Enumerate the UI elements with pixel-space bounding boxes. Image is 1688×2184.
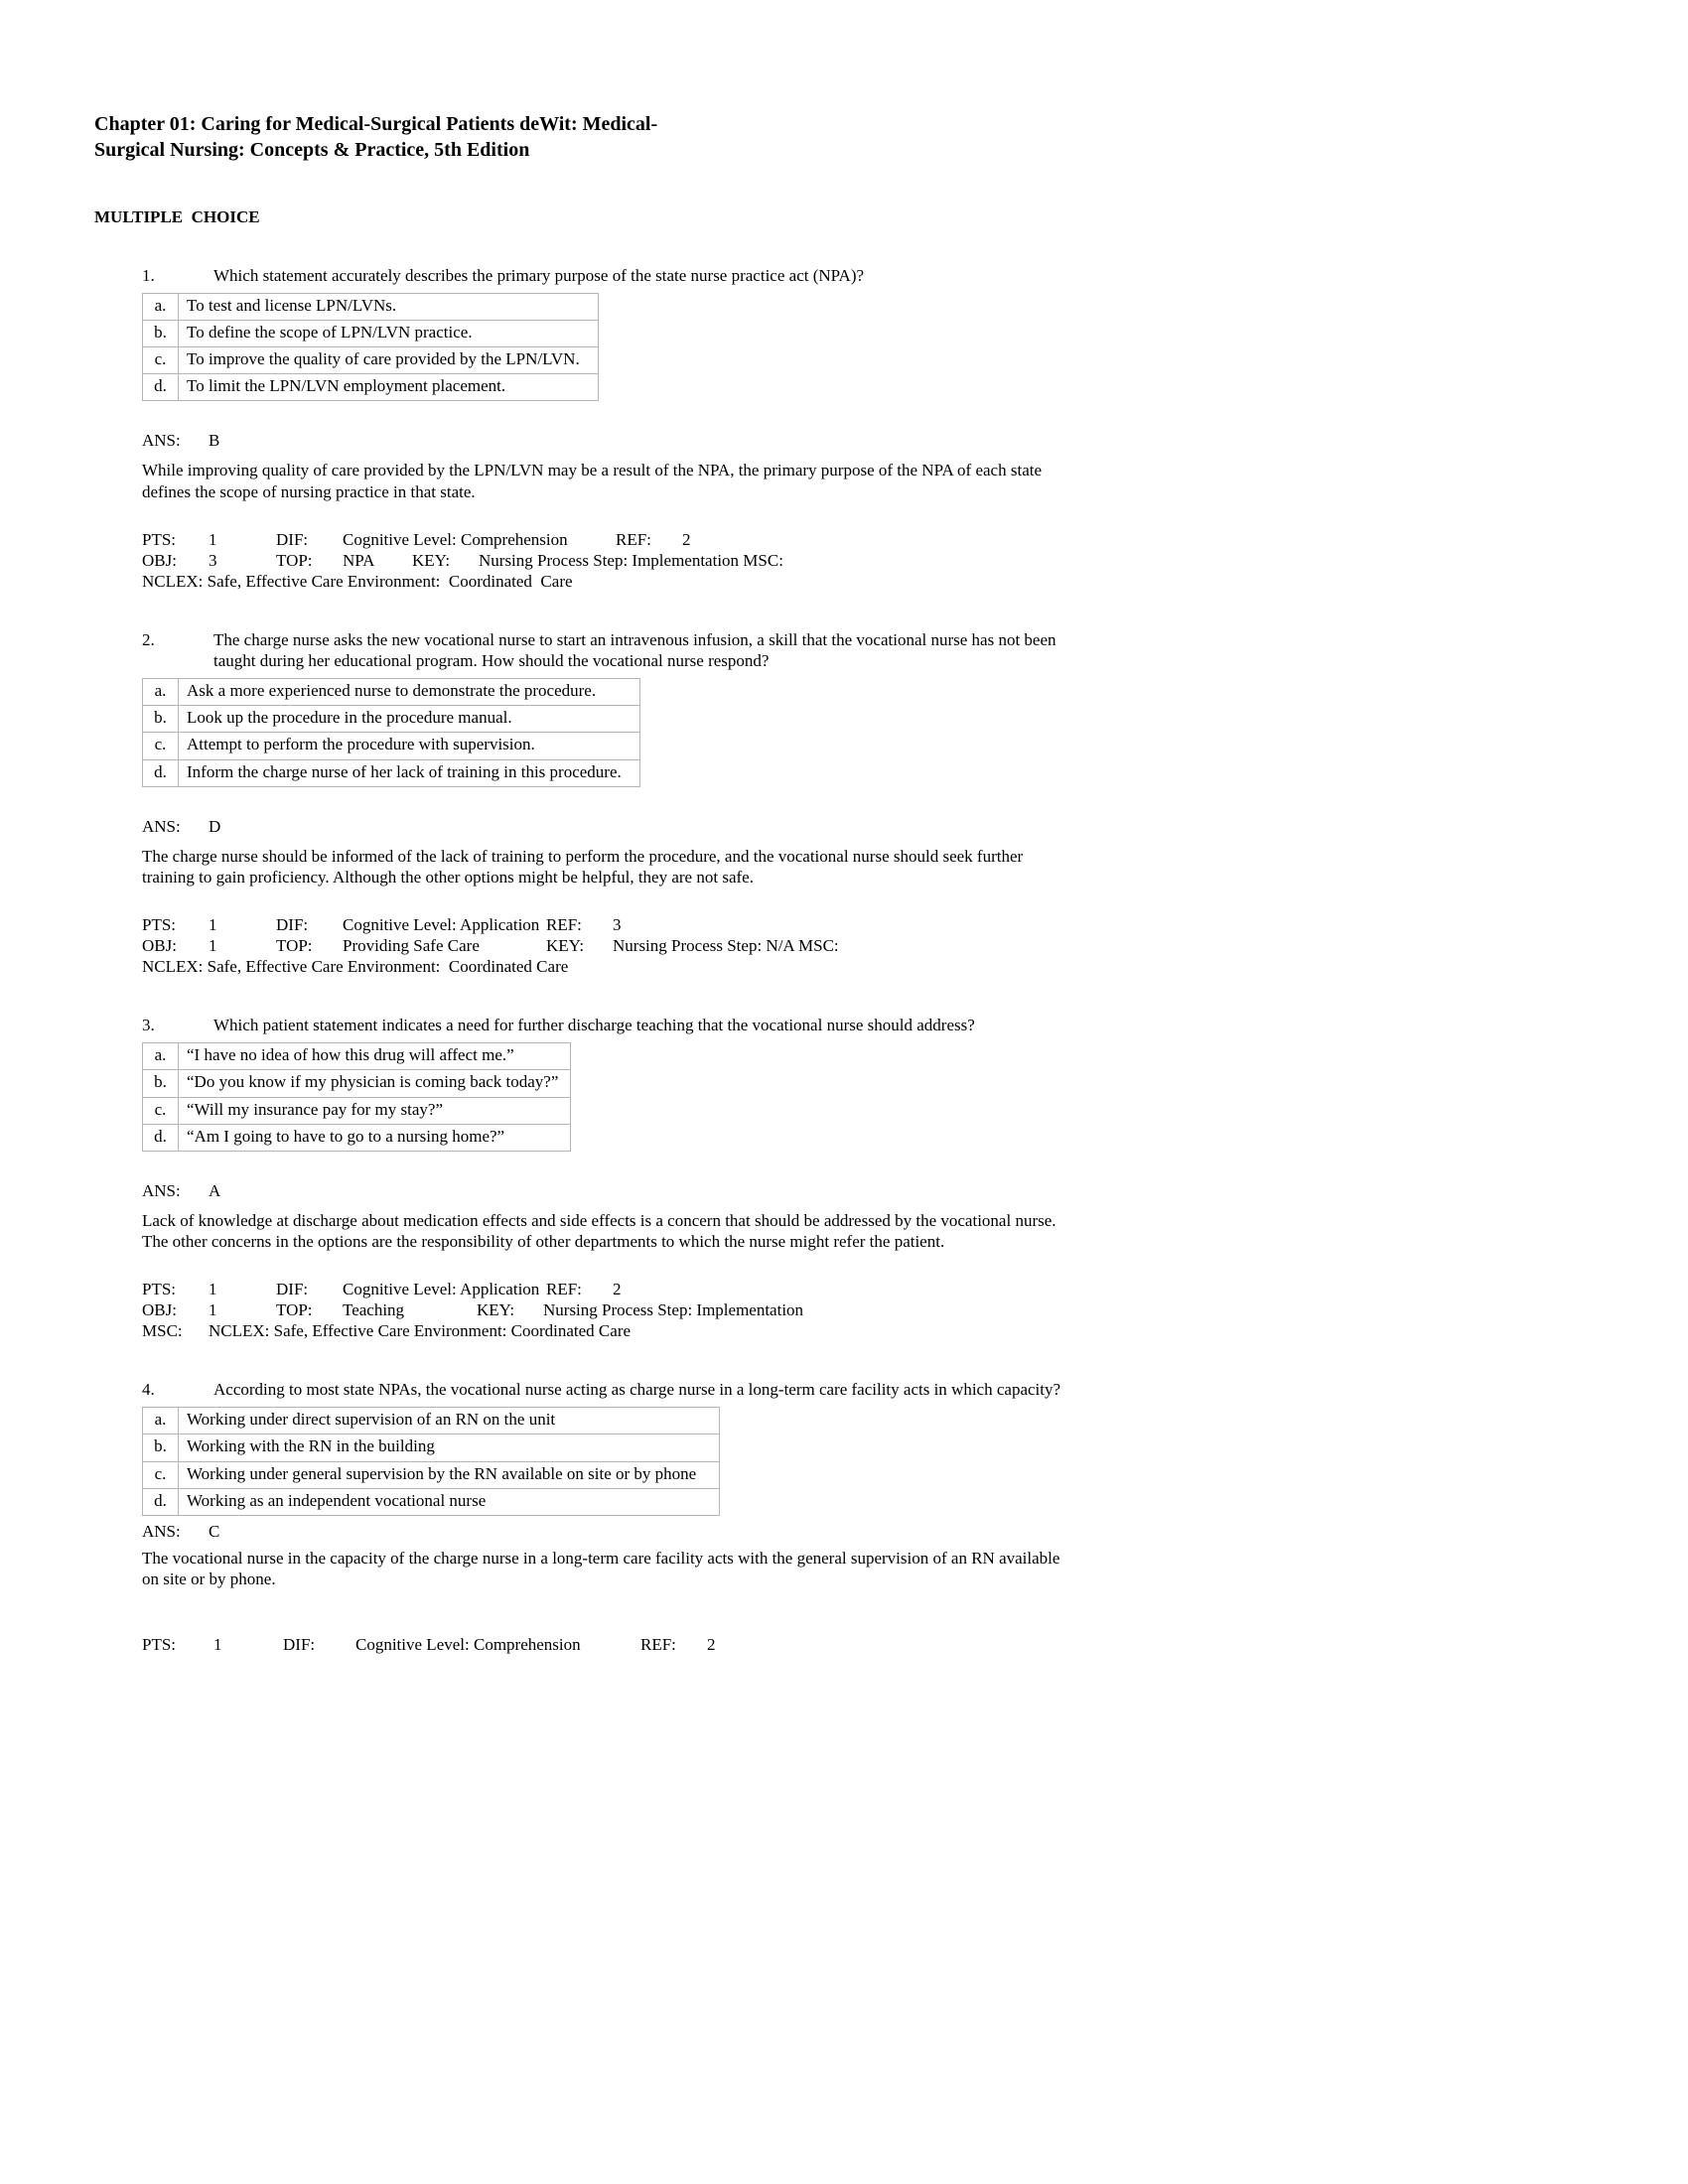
option-row [143, 294, 599, 321]
meta-segment: DIF: [276, 1279, 309, 1298]
option-row [143, 374, 599, 401]
title-line-1: Chapter 01: Caring for Medical-Surgical Patients deWit: Medical- [94, 113, 658, 135]
option-letter-cell: b. [143, 706, 179, 733]
option-text-cell: “I have no idea of how this drug will affect me.” [179, 1043, 571, 1070]
meta-segment: 1 [209, 529, 217, 549]
meta-segment: Cognitive Level: Application [343, 914, 540, 934]
question-stem-row [142, 1015, 1067, 1035]
meta-segment: Providing Safe Care [343, 935, 480, 955]
meta-row [142, 550, 1067, 571]
option-text-cell: To limit the LPN/LVN employment placement. [179, 374, 599, 401]
option-row [143, 321, 599, 347]
rationale-text: The charge nurse should be informed of the lack of training to perform the procedure, and the vocational nurse should seek further training to gain proficiency. Although the other options might be helpful, they are not safe. [142, 846, 1024, 887]
options-table [142, 1042, 571, 1151]
meta-segment: NCLEX: Safe, Effective Care Environment: Coordinated Care [209, 1321, 632, 1340]
question-number: 2. [142, 629, 155, 649]
meta-row [142, 935, 1067, 956]
answer-row [142, 817, 1067, 837]
answer-value: D [209, 816, 221, 836]
meta-row [142, 914, 1067, 935]
option-row [143, 1124, 571, 1151]
question-meta [142, 1279, 1067, 1341]
question-stem-row [142, 265, 1067, 286]
title-line-2: Surgical Nursing: Concepts & Practice, 5th Edition [94, 139, 530, 162]
option-row [143, 347, 599, 374]
option-letter-cell: c. [143, 733, 179, 759]
meta-row [142, 1299, 1067, 1320]
meta-segment: 1 [209, 914, 217, 934]
option-row [143, 759, 640, 786]
option-letter-cell: d. [143, 759, 179, 786]
meta-segment: 1 [213, 1634, 222, 1654]
question-block-1 [142, 265, 1067, 592]
answer-value: A [209, 1180, 221, 1200]
answer-row [142, 431, 1067, 451]
answer-value: C [209, 1521, 220, 1541]
question-number: 3. [142, 1016, 155, 1035]
option-row [143, 733, 640, 759]
answer-label: ANS: [142, 1180, 181, 1200]
question-number: 4. [142, 1380, 155, 1400]
meta-segment: 2 [707, 1634, 716, 1654]
meta-segment: PTS: [142, 1279, 177, 1298]
meta-segment: DIF: [276, 529, 309, 549]
meta-row [142, 1634, 1067, 1655]
options-table [142, 678, 640, 786]
meta-segment: REF: [640, 1634, 676, 1654]
section-heading: MULTIPLE CHOICE [94, 206, 260, 226]
answer-label: ANS: [142, 431, 181, 451]
answer-row [142, 1522, 1067, 1542]
meta-row [142, 1320, 1067, 1341]
question-stem-row [142, 1379, 1067, 1400]
meta-segment: Cognitive Level: Comprehension [343, 529, 568, 549]
rationale-text: The vocational nurse in the capacity of the charge nurse in a long-term care facility acts with the general supervision of an RN available on site or by phone. [142, 1548, 1060, 1589]
meta-segment: 1 [209, 1299, 217, 1319]
meta-segment: REF: [546, 1279, 582, 1298]
option-text-cell: Working under direct supervision of an RN on the unit [179, 1408, 720, 1434]
meta-segment: OBJ: [142, 935, 177, 955]
meta-segment: 3 [613, 914, 622, 934]
option-text-cell: Working with the RN in the building [179, 1434, 720, 1461]
meta-segment: 1 [209, 935, 217, 955]
question-meta [142, 1634, 1067, 1655]
meta-segment: NCLEX: Safe, Effective Care Environment: Coordinated Care [142, 571, 573, 591]
option-letter-cell: c. [143, 1097, 179, 1124]
meta-segment: NCLEX: Safe, Effective Care Environment: Coordinated Care [142, 956, 569, 976]
answer-value: B [209, 431, 220, 451]
option-row [143, 679, 640, 706]
option-row [143, 1408, 720, 1434]
option-text-cell: Inform the charge nurse of her lack of training in this procedure. [179, 759, 640, 786]
meta-segment: 2 [682, 529, 691, 549]
meta-segment: OBJ: [142, 550, 177, 570]
option-letter-cell: d. [143, 374, 179, 401]
option-letter-cell: a. [143, 1043, 179, 1070]
option-letter-cell: a. [143, 1408, 179, 1434]
option-row [143, 1097, 571, 1124]
meta-segment: Teaching [343, 1299, 405, 1319]
meta-row [142, 1279, 1067, 1299]
options-table [142, 293, 599, 401]
options-table [142, 1407, 720, 1515]
meta-segment: Cognitive Level: Application [343, 1279, 540, 1298]
option-text-cell: “Do you know if my physician is coming back today?” [179, 1070, 571, 1097]
meta-segment: 3 [209, 550, 217, 570]
meta-segment: PTS: [142, 529, 177, 549]
meta-segment: KEY: [546, 935, 585, 955]
question-number: 1. [142, 265, 155, 285]
meta-row [142, 956, 1067, 977]
meta-segment: REF: [616, 529, 651, 549]
question-stem-row [142, 629, 1067, 672]
meta-segment: TOP: [276, 935, 313, 955]
option-text-cell: To define the scope of LPN/LVN practice. [179, 321, 599, 347]
meta-segment: 1 [209, 1279, 217, 1298]
option-text-cell: Ask a more experienced nurse to demonstrate the procedure. [179, 679, 640, 706]
question-block-3 [142, 1015, 1067, 1341]
option-text-cell: “Will my insurance pay for my stay?” [179, 1097, 571, 1124]
question-stem: The charge nurse asks the new vocational nurse to start an intravenous infusion, a skill that the vocational nurse has not been taught during her educational program. How should the vocational nurse respond? [213, 629, 1056, 671]
option-letter-cell: c. [143, 1461, 179, 1488]
question-block-2 [142, 629, 1067, 977]
option-letter-cell: b. [143, 321, 179, 347]
option-letter-cell: d. [143, 1488, 179, 1515]
option-row [143, 1043, 571, 1070]
question-stem: Which statement accurately describes the primary purpose of the state nurse practice act (NPA)? [213, 265, 865, 285]
meta-segment: DIF: [283, 1634, 316, 1654]
option-row [143, 1461, 720, 1488]
option-letter-cell: a. [143, 294, 179, 321]
meta-segment: Nursing Process Step: Implementation MSC: [479, 550, 783, 570]
meta-segment: MSC: [142, 1321, 183, 1340]
answer-label: ANS: [142, 1521, 181, 1541]
document-title [94, 111, 1594, 164]
option-text-cell: Working under general supervision by the RN available on site or by phone [179, 1461, 720, 1488]
option-text-cell: To test and license LPN/LVNs. [179, 294, 599, 321]
rationale-text: Lack of knowledge at discharge about medication effects and side effects is a concern that should be addressed by the vocational nurse. The other concerns in the options are the responsibility of other departments to which the nurse might refer the patient. [142, 1210, 1056, 1252]
option-row [143, 1434, 720, 1461]
meta-segment: TOP: [276, 1299, 313, 1319]
meta-segment: Nursing Process Step: N/A MSC: [613, 935, 839, 955]
meta-segment: KEY: [412, 550, 451, 570]
meta-segment: KEY: [477, 1299, 515, 1319]
meta-segment: 2 [613, 1279, 622, 1298]
question-meta [142, 529, 1067, 592]
option-letter-cell: a. [143, 679, 179, 706]
option-text-cell: To improve the quality of care provided by the LPN/LVN. [179, 347, 599, 374]
answer-label: ANS: [142, 816, 181, 836]
meta-segment: PTS: [142, 914, 177, 934]
meta-segment: TOP: [276, 550, 313, 570]
meta-segment: DIF: [276, 914, 309, 934]
option-row [143, 706, 640, 733]
option-text-cell: Working as an independent vocational nurse [179, 1488, 720, 1515]
answer-row [142, 1181, 1067, 1201]
option-row [143, 1488, 720, 1515]
option-letter-cell: d. [143, 1124, 179, 1151]
question-block-4 [142, 1379, 1067, 1655]
meta-segment: PTS: [142, 1634, 177, 1654]
meta-segment: NPA [343, 550, 375, 570]
option-text-cell: “Am I going to have to go to a nursing home?” [179, 1124, 571, 1151]
meta-segment: REF: [546, 914, 582, 934]
question-stem: According to most state NPAs, the vocational nurse acting as charge nurse in a long-term care facility acts in which capacity? [213, 1380, 1061, 1400]
option-letter-cell: b. [143, 1070, 179, 1097]
question-stem: Which patient statement indicates a need for further discharge teaching that the vocational nurse should address? [213, 1016, 975, 1035]
meta-row [142, 571, 1067, 592]
option-letter-cell: b. [143, 1434, 179, 1461]
question-meta [142, 914, 1067, 977]
option-text-cell: Attempt to perform the procedure with supervision. [179, 733, 640, 759]
option-letter-cell: c. [143, 347, 179, 374]
meta-segment: Cognitive Level: Comprehension [355, 1634, 581, 1654]
meta-row [142, 529, 1067, 550]
rationale-text: While improving quality of care provided by the LPN/LVN may be a result of the NPA, the primary purpose of the NPA of each state defines the scope of nursing practice in that state. [142, 461, 1043, 501]
meta-segment: OBJ: [142, 1299, 177, 1319]
meta-segment: Nursing Process Step: Implementation [543, 1299, 804, 1319]
option-row [143, 1070, 571, 1097]
option-text-cell: Look up the procedure in the procedure manual. [179, 706, 640, 733]
